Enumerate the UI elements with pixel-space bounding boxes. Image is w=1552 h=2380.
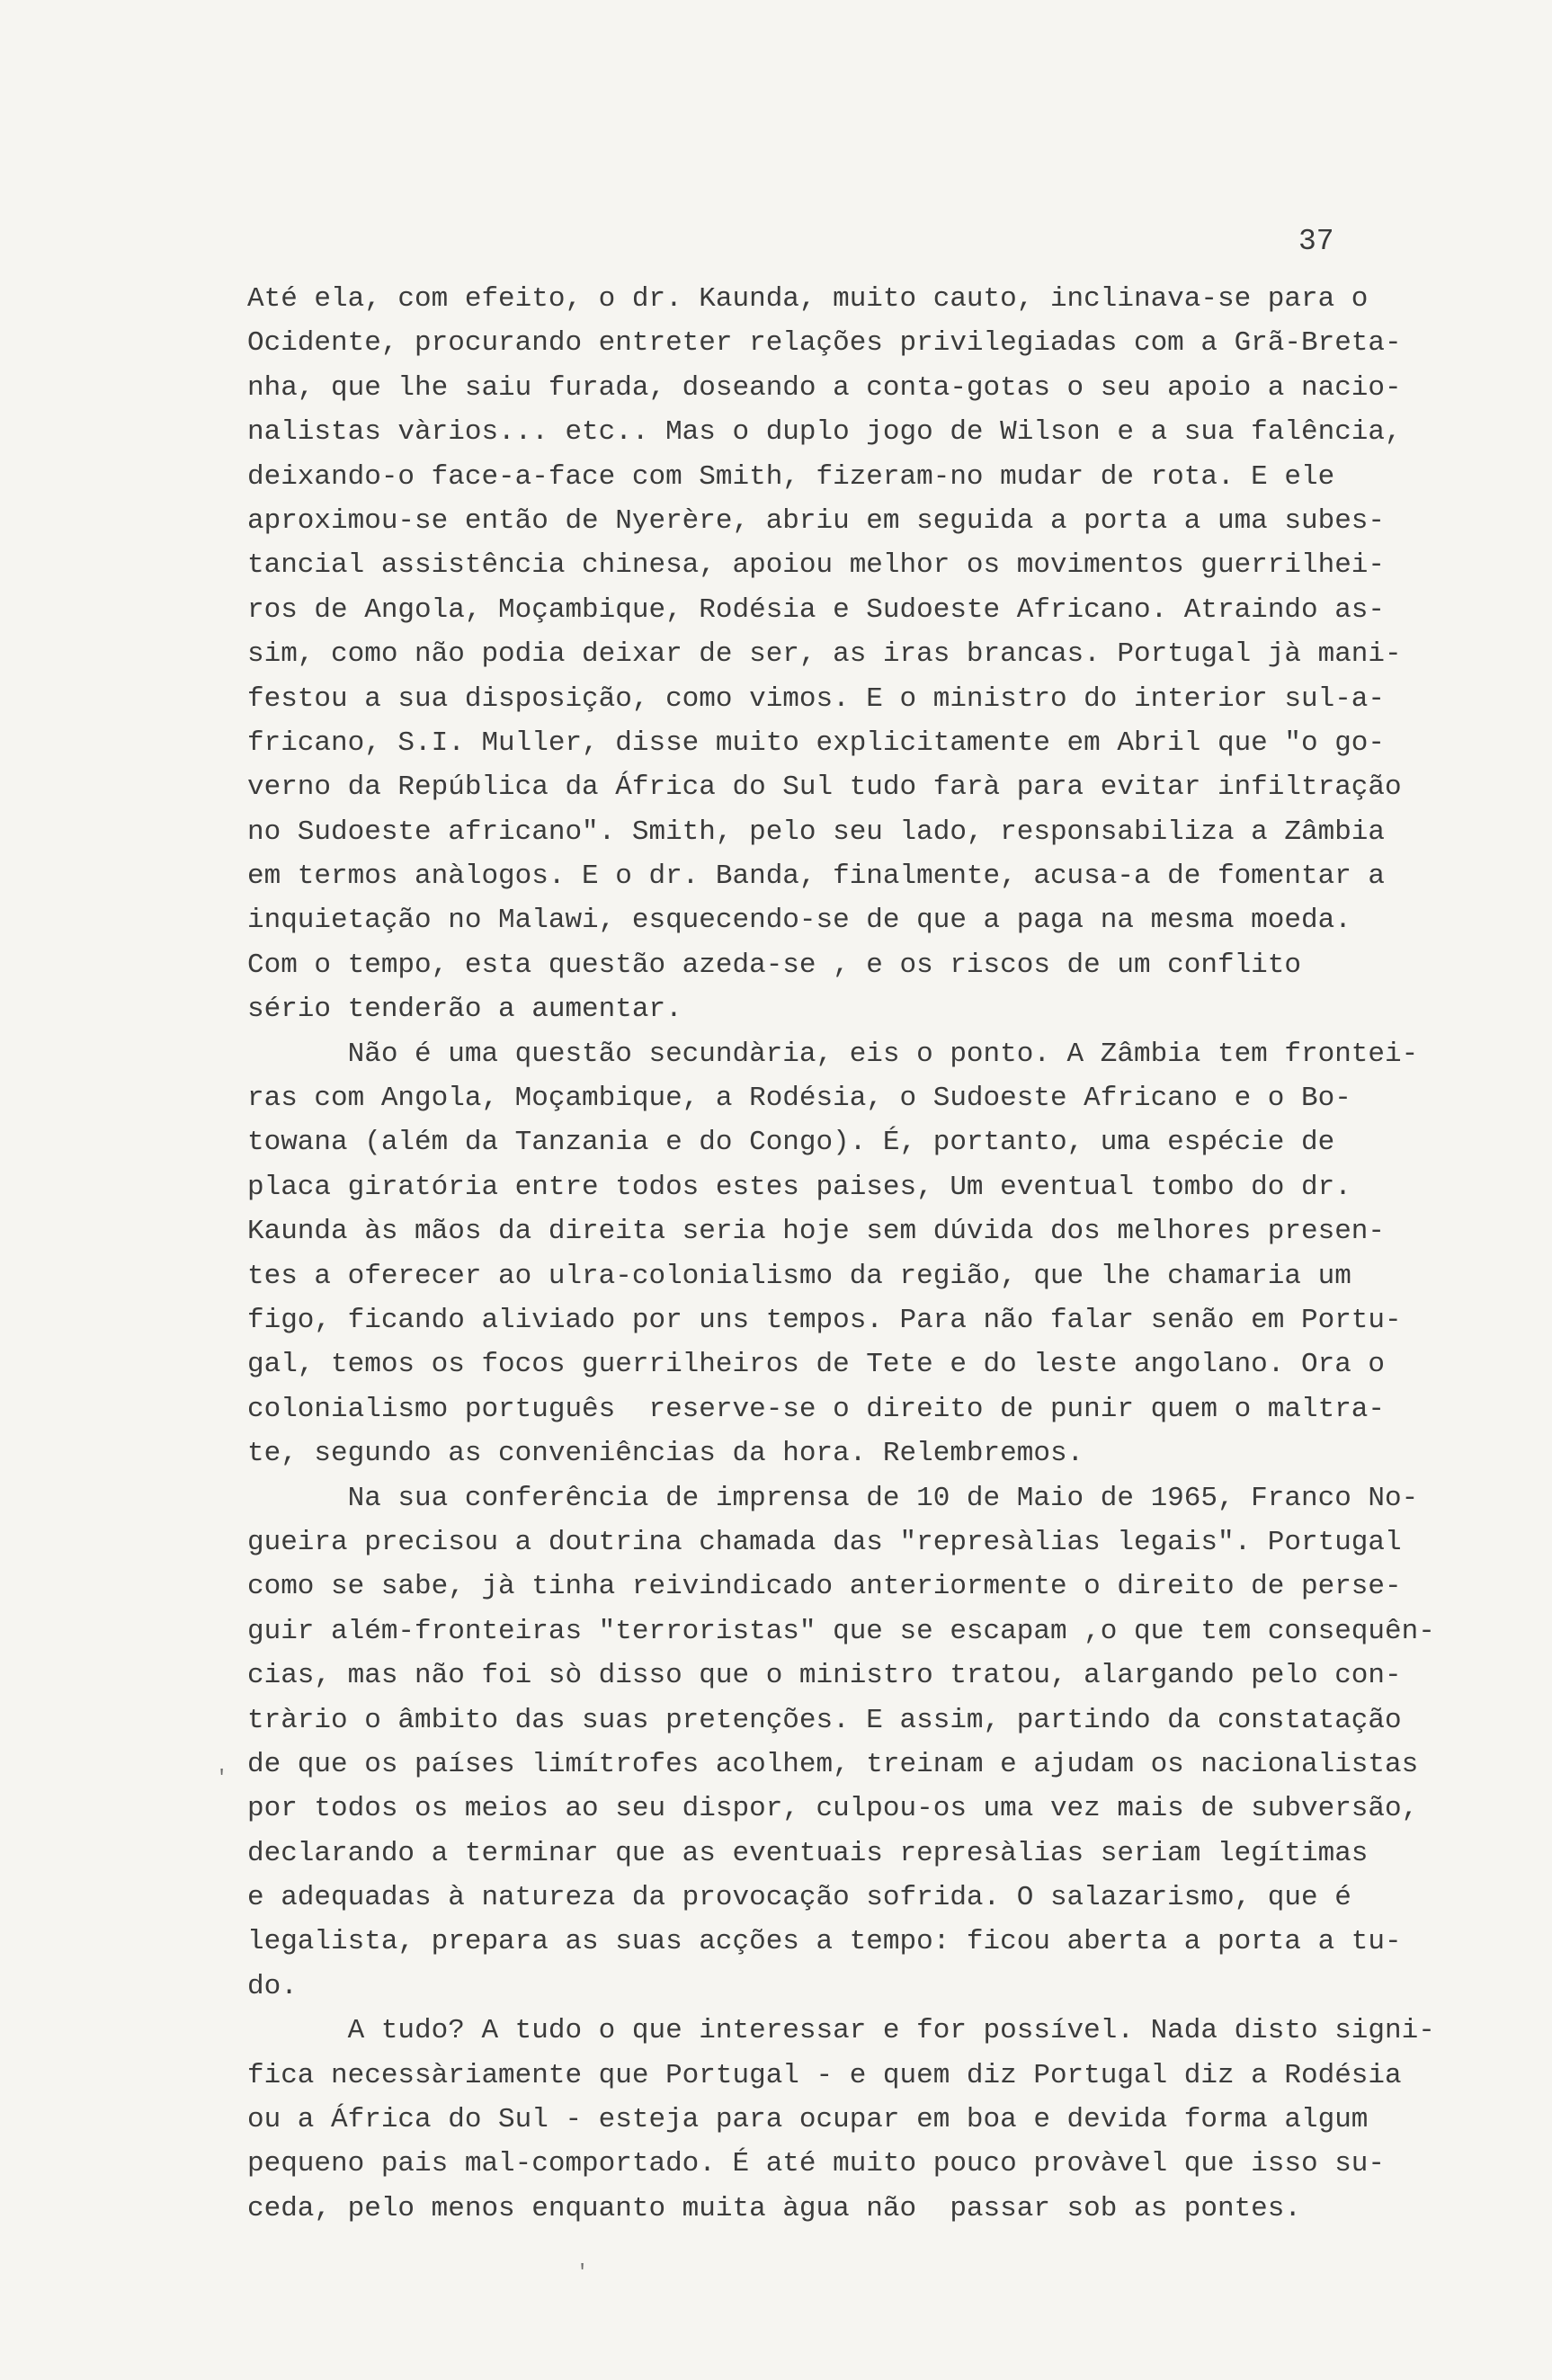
text-line: no Sudoeste africano". Smith, pelo seu lado, responsabiliza a Zâmbia xyxy=(247,816,1386,848)
stray-ink-mark: ' xyxy=(216,1767,228,1789)
text-line: Não é uma questão secundària, eis o ponto. A Zâmbia tem frontei- xyxy=(247,1038,1419,1070)
text-line: tes a oferecer ao ulra-colonialismo da região, que lhe chamaria um xyxy=(247,1260,1351,1292)
text-line: do. xyxy=(247,1970,298,2002)
text-line: gal, temos os focos guerrilheiros de Tete e do leste angolano. Ora o xyxy=(247,1349,1386,1381)
text-line: guir além-fronteiras "terroristas" que se escapam ,o que tem consequên- xyxy=(247,1615,1435,1647)
text-line: nha, que lhe saiu furada, doseando a conta-gotas o seu apoio a nacio- xyxy=(247,371,1402,404)
text-line: Kaunda às mãos da direita seria hoje sem dúvida dos melhores presen- xyxy=(247,1216,1386,1248)
text-line: ou a África do Sul - esteja para ocupar em boa e devida forma algum xyxy=(247,2104,1369,2136)
text-line: towana (além da Tanzania e do Congo). É, portanto, uma espécie de xyxy=(247,1127,1335,1159)
text-line: A tudo? A tudo o que interessar e for possível. Nada disto signi- xyxy=(247,2015,1435,2047)
text-line: gueira precisou a doutrina chamada das "represàlias legais". Portugal xyxy=(247,1526,1402,1558)
text-line: fica necessàriamente que Portugal - e quem diz Portugal diz a Rodésia xyxy=(247,2059,1402,2091)
text-line: tràrio o âmbito das suas pretenções. E assim, partindo da constatação xyxy=(247,1704,1402,1736)
text-line: declarando a terminar que as eventuais represàlias seriam legítimas xyxy=(247,1837,1369,1869)
text-line: pequeno pais mal-comportado. É até muito pouco provàvel que isso su- xyxy=(247,2148,1386,2180)
text-line: placa giratória entre todos estes paises, Um eventual tombo do dr. xyxy=(247,1171,1351,1203)
text-line: de que os países limítrofes acolhem, treinam e ajudam os nacionalistas xyxy=(247,1748,1419,1780)
text-line: inquietação no Malawi, esquecendo-se de que a paga na mesma moeda. xyxy=(247,905,1351,937)
text-line: Ocidente, procurando entreter relações privilegiadas com a Grã-Breta- xyxy=(247,327,1402,360)
text-line: ras com Angola, Moçambique, a Rodésia, o Sudoeste Africano e o Bo- xyxy=(247,1083,1351,1115)
text-line: verno da República da África do Sul tudo farà para evitar infiltração xyxy=(247,771,1402,804)
text-line: nalistas vàrios... etc.. Mas o duplo jogo de Wilson e a sua falência, xyxy=(247,416,1402,449)
body-text xyxy=(247,277,1435,2231)
text-line: em termos anàlogos. E o dr. Banda, finalmente, acusa-a de fomentar a xyxy=(247,860,1386,893)
text-line: ceda, pelo menos enquanto muita àgua não passar sob as pontes. xyxy=(247,2192,1301,2224)
text-line: por todos os meios ao seu dispor, culpou-os uma vez mais de subversão, xyxy=(247,1793,1419,1825)
text-line: sério tenderão a aumentar. xyxy=(247,994,682,1026)
text-line: e adequadas à natureza da provocação sofrida. O salazarismo, que é xyxy=(247,1882,1351,1914)
text-line: legalista, prepara as suas acções a tempo: ficou aberta a porta a tu- xyxy=(247,1926,1402,1958)
page-number: 37 xyxy=(1298,225,1334,258)
text-line: festou a sua disposição, como vimos. E o ministro do interior sul-a- xyxy=(247,682,1386,715)
text-line: colonialismo português reserve-se o direito de punir quem o maltra- xyxy=(247,1393,1386,1425)
stray-ink-mark: ' xyxy=(576,2261,589,2284)
text-line: te, segundo as conveniências da hora. Relembremos. xyxy=(247,1438,1084,1470)
text-line: Com o tempo, esta questão azeda-se , e os riscos de um conflito xyxy=(247,949,1301,981)
text-line: cias, mas não foi sò disso que o ministro tratou, alargando pelo con- xyxy=(247,1660,1402,1692)
text-line: fricano, S.I. Muller, disse muito explicitamente em Abril que "o go- xyxy=(247,726,1386,759)
text-line: figo, ficando aliviado por uns tempos. Para não falar senão em Portu- xyxy=(247,1304,1402,1336)
text-line: Até ela, com efeito, o dr. Kaunda, muito cauto, inclinava-se para o xyxy=(247,283,1369,315)
text-line: ros de Angola, Moçambique, Rodésia e Sudoeste Africano. Atraindo as- xyxy=(247,593,1386,626)
text-line: tancial assistência chinesa, apoiou melhor os movimentos guerrilhei- xyxy=(247,549,1386,582)
text-line: como se sabe, jà tinha reivindicado anteriormente o direito de perse- xyxy=(247,1571,1402,1603)
text-line: deixando-o face-a-face com Smith, fizeram-no mudar de rota. E ele xyxy=(247,460,1335,493)
text-line: sim, como não podia deixar de ser, as iras brancas. Portugal jà mani- xyxy=(247,638,1402,671)
text-line: Na sua conferência de imprensa de 10 de Maio de 1965, Franco No- xyxy=(247,1482,1419,1514)
text-line: aproximou-se então de Nyerère, abriu em seguida a porta a uma subes- xyxy=(247,504,1386,537)
